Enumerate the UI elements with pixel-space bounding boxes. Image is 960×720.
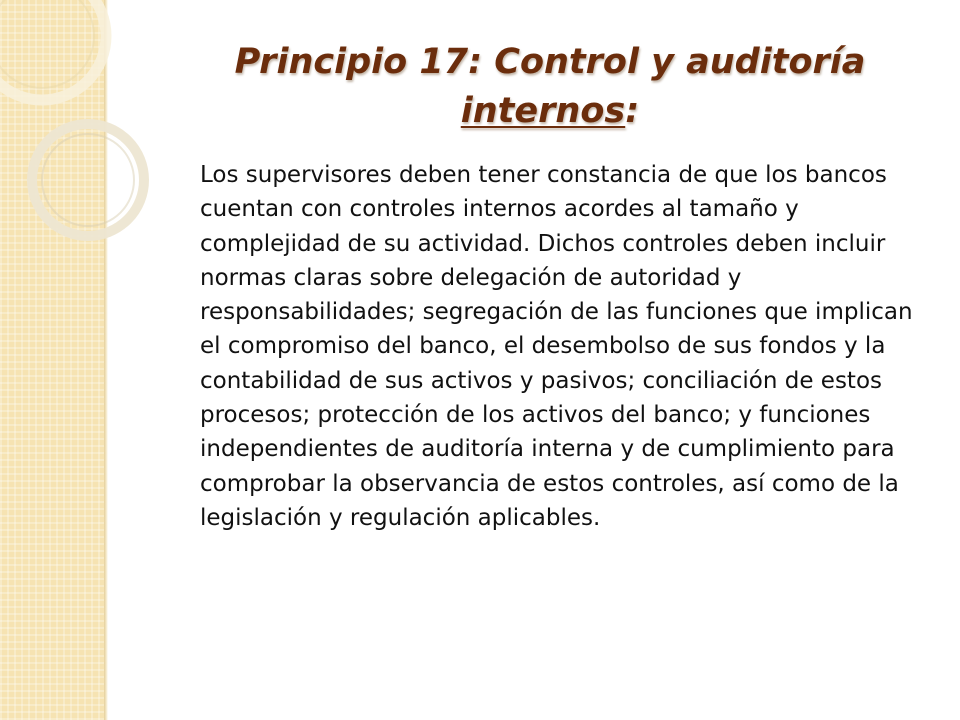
title-line-1: Principio 17: Control y auditoría (234, 42, 866, 82)
title-line-2: internos (460, 91, 626, 131)
decorative-side-panel (0, 0, 104, 720)
title-colon: : (625, 91, 640, 131)
side-panel-divider (104, 0, 108, 720)
slide-body-text: Los supervisores deben tener constancia de que los bancos cuentan con controles internos acordes al tamaño y complejidad de su actividad. Dichos controles deben incluir normas claras sobre delegación de autoridad y responsabilidades; segregación de las funciones que implican el compromiso del banco, el desembolso de sus fondos y la contabilidad de sus activos y pasivos; conciliación de estos procesos; protección de los activos del banco; y funciones independientes de auditoría interna y de cumplimiento para comprobar la observancia de estos controles, así como de la legislación y regulación aplicables. (200, 162, 913, 531)
slide-title (150, 38, 950, 136)
